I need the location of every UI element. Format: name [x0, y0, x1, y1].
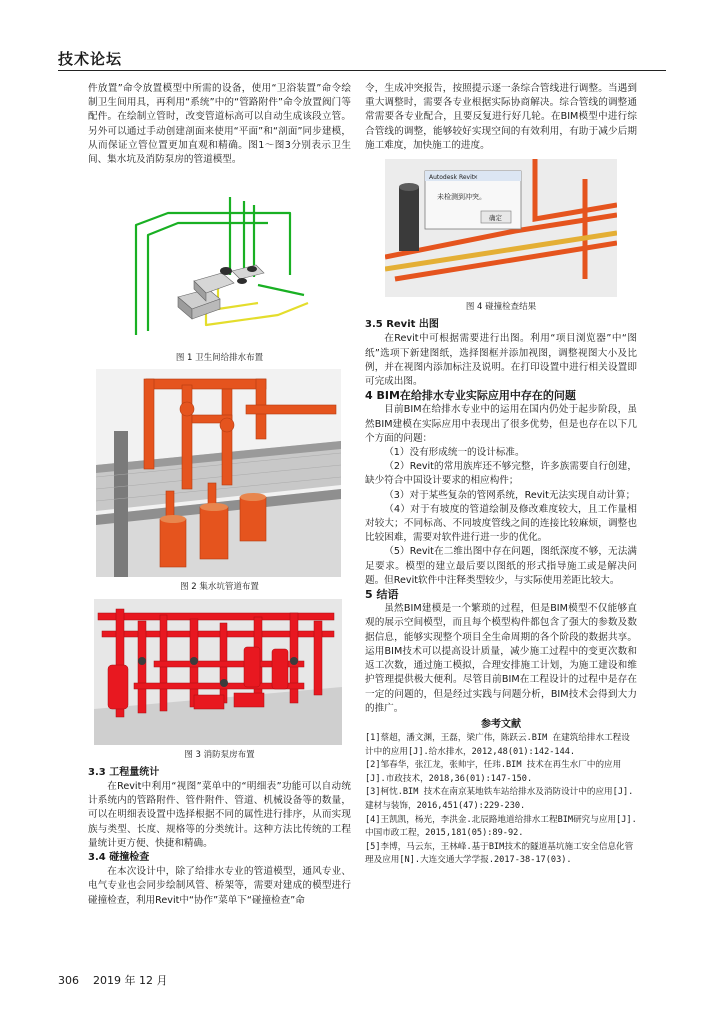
paragraph: 令，生成冲突报告，按照提示逐一条综合管线进行调整。当遇到重大调整时，需要各专业根据实际协商解决。综合管线的调整通常需要各专业配合，且要反复进行好几轮。在BIM模型中进行综合管线的调整，能够较好实现空间的有效利用，有助于减少后期施工难度，加快施工的进度。: [365, 83, 637, 151]
ok-button-label: 确定: [489, 214, 502, 223]
reference-item: [3]柯忱.BIM 技术在南京某地铁车站给排水及消防设计中的应用[J].建材与装饰，2016,451(47):229-230.: [365, 787, 634, 812]
page-number: 306: [58, 974, 79, 987]
list-item: （4）对于有坡度的管道绘制及修改难度较大，且工作量相对较大；不同标高、不同坡度管线之间的连接比较麻烦，调整也比较困难，需要对软件进行进一步的优化。: [365, 503, 637, 544]
figure-4-caption: 图 4 碰撞检查结果: [465, 302, 537, 313]
figure-1-bathroom-plumbing: [108, 185, 328, 348]
list-item: （5）Revit在二维出图中存在问题，图纸深度不够，无法满足要求。模型的建立最后要以图纸的形式指导施工或是解决问题。但Revit软件中注释类型较少，与实际使用差距比较大。: [365, 546, 637, 586]
right-column: [365, 82, 637, 868]
section-4-title: 4 BIM在给排水专业实际应用中存在的问题: [365, 389, 576, 403]
clash-dialog-message: 未检测到冲突。: [437, 193, 486, 202]
left-column: [88, 82, 351, 908]
paragraph: 件放置”命令放置模型中所需的设备，使用“卫浴装置”命令绘制卫生间用具，再利用“系统”中的“管路附件”命令放置阀门等配件。在绘制立管时，改变管道标高可以自动生成该段立管。另外可以通过手动创建剖面来使用“平面”和“剖面”同步建模，从而保证立管位置更加直观和精确。图1～图3分别表示卫生间、集水坑及消防泵房的管道模型。: [88, 83, 351, 166]
figure-3-fire-pump-room: [94, 599, 342, 745]
list-item: （2）Revit的常用族库还不够完整，许多族需要自行创建，缺少符合中国设计要求的相应构件；: [365, 461, 637, 487]
figure-1-caption: 图 1 卫生间给排水布置: [175, 353, 264, 364]
reference-item: [5]李博，马云东，王林峰.基于BIM技术的隧道基坑施工安全信息化管理及应用[N].大连交通大学学报.2017-38-17(03).: [365, 841, 634, 866]
paragraph: 在本次设计中，除了给排水专业的管道模型，通风专业、电气专业也会同步绘制风管、桥架等，需要对建成的模型进行碰撞检查，利用Revit中“协作”菜单下“碰撞检查”命: [88, 866, 351, 906]
references-title: 参考文献: [481, 718, 521, 730]
paragraph: 虽然BIM建模是一个繁琐的过程，但是BIM模型不仅能够直观的展示空间模型，而且每个模型构件都包含了强大的参数及数据信息，能够实现整个项目全生命周期的各个阶段的数据共享。运用BIM技术可以提高设计质量，减少施工过程中的变更次数和返工次数，通过施工模拟，合理安排施工计划，为施工建设和维护管理提供极大便利。尽管目前BIM在工程设计的过程中是存在一定的问题的，但是经过实践与问题分析，BIM技术会得到大力的推广。: [365, 603, 637, 714]
reference-item: [1]蔡超，潘文渊，王磊，梁广伟，陈跃云.BIM 在建筑给排水工程设计中的应用[J].给水排水，2012,48(01):142-144.: [365, 733, 630, 757]
section-3-4-title: 3.4 碰撞检查: [88, 852, 150, 864]
clash-dialog-title: Autodesk Revit: [429, 174, 475, 182]
section-5-title: 5 结语: [365, 588, 399, 602]
paragraph: 目前BIM在给排水专业中的运用在国内仍处于起步阶段，虽然BIM建模在实际应用中表现出了很多优势，但是也存在以下几个方面的问题：: [365, 404, 637, 444]
figure-2-sump-pit-piping: [96, 369, 341, 577]
paragraph: 在Revit中可根据需要进行出图。利用“项目浏览器”中“图纸”选项下新建图纸，选择图框并添加视图，调整视图大小及比例，并在视图内添加标注及说明。在打印设置中进行相关设置即可完成出图。: [365, 333, 637, 388]
reference-item: [2]邹春华，张江龙，张帅宇，任玮.BIM 技术在再生水厂中的应用[J].市政技术，2018,36(01):147-150.: [365, 760, 622, 784]
figure-2-caption: 图 2 集水坑管道布置: [180, 582, 259, 593]
section-3-5-title: 3.5 Revit 出图: [365, 319, 439, 331]
header-rule: [58, 70, 666, 71]
section-3-3-title: 3.3 工程量统计: [88, 766, 160, 778]
clash-dialog: [425, 171, 521, 229]
close-icon: ×: [473, 174, 479, 182]
issue-date: 2019 年 12 月: [93, 974, 168, 987]
list-item: （1）没有形成统一的设计标准。: [384, 447, 525, 459]
journal-section-title: 技术论坛: [58, 50, 123, 68]
figure-4-clash-detection-result: [385, 159, 617, 297]
paragraph: 在Revit中利用“视图”菜单中的“明细表”功能可以自动统计系统内的管路附件、管件附件、管道、机械设备等的数量，可以在明细表设置中选择根据不同的属性进行排序，从而实现族与类型、长度、规格等的分类统计。这种方法比传统的工程量统计更方便、快捷和精确。: [88, 781, 351, 849]
list-item: （3）对于某些复杂的管网系统，Revit无法实现自动计算；: [384, 489, 636, 501]
page-footer: [58, 972, 167, 988]
figure-3-caption: 图 3 消防泵房布置: [184, 749, 255, 760]
reference-item: [4]王凯凯，杨光，李洪金.北辰路地道给排水工程BIM研究与应用[J].中国市政工程，2015,181(05):89-92.: [365, 814, 637, 839]
